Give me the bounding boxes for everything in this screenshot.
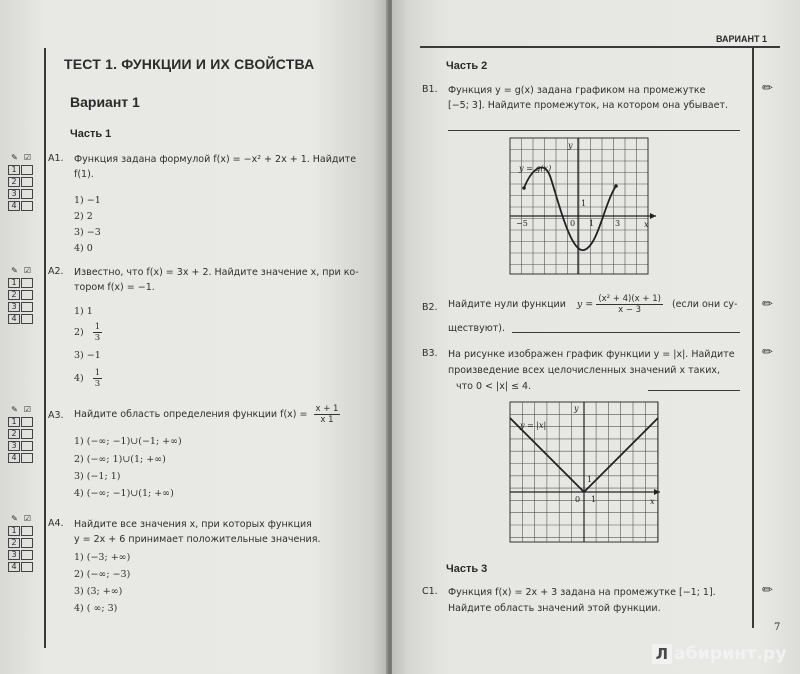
fraction-numerator: x + 1 — [315, 404, 339, 414]
question-id-a3: A3. — [48, 410, 64, 421]
answer-number: 4 — [8, 201, 20, 211]
tick-label: 1 — [589, 219, 595, 228]
answer-checkbox[interactable] — [21, 201, 33, 211]
question-text-b2-cont: ществуют). — [448, 323, 506, 334]
right-page — [392, 0, 800, 674]
watermark-logo: Л — [652, 644, 672, 664]
question-id-a2: A2. — [48, 266, 64, 277]
pencil-check-icon: ✎ — [11, 153, 18, 162]
question-text-b3-cont1: произведение всех целочисленных значений x таких, — [448, 365, 721, 376]
answer-number: 4 — [8, 562, 20, 572]
answer-checkbox[interactable] — [21, 278, 33, 288]
option-number: 2) — [74, 327, 84, 338]
left-margin-line — [44, 48, 46, 648]
answer-checkbox[interactable] — [21, 538, 33, 548]
question-id-c1: C1. — [422, 586, 438, 597]
checkbox-icon: ☑ — [23, 266, 32, 275]
answer-checkbox[interactable] — [21, 526, 33, 536]
option-number: 4) — [74, 373, 84, 384]
y-tick-label: 1 — [587, 475, 593, 484]
option-a2-1[interactable]: 1) 1 — [74, 306, 93, 317]
answer-number: 3 — [8, 302, 20, 312]
question-text-a3 — [74, 404, 379, 425]
x-axis-label: x — [650, 497, 655, 506]
question-text-b3: На рисунке изображен график функции y = |x|. Найдите — [448, 349, 735, 360]
answer-number: 2 — [8, 538, 20, 548]
fraction-denominator: x 1 — [320, 415, 334, 425]
question-text-b3-cont2: что 0 < |x| ≤ 4. — [456, 381, 532, 392]
answer-boxes-a1[interactable] — [8, 153, 36, 213]
option-a3-3[interactable]: 3) (−1; 1) — [74, 471, 121, 482]
option-a2-2[interactable] — [74, 322, 102, 343]
option-a4-2[interactable]: 2) (−∞; −3) — [74, 569, 131, 580]
answer-boxes-a2[interactable] — [8, 266, 36, 326]
tick-label: 0 — [570, 219, 576, 228]
option-a2-3[interactable]: 3) −1 — [74, 350, 101, 361]
fraction-denominator: x − 3 — [618, 305, 642, 315]
answer-checkbox[interactable] — [21, 177, 33, 187]
question-text-a4: Найдите все значения x, при которых функция — [74, 519, 312, 530]
function-lhs: y = — [576, 299, 594, 310]
question-id-b3: B3. — [422, 348, 438, 359]
answer-boxes-a4[interactable] — [8, 514, 36, 574]
answer-number: 3 — [8, 189, 20, 199]
question-text-b1-cont: [−5; 3]. Найдите промежуток, на котором она убывает. — [448, 100, 729, 111]
curve-endpoint — [614, 184, 618, 188]
pencil-check-icon: ✎ — [11, 514, 18, 523]
pencil-icon: ✏ — [762, 344, 773, 359]
answer-number: 1 — [8, 417, 20, 427]
answer-line-b2[interactable] — [512, 332, 740, 333]
answer-number: 2 — [8, 429, 20, 439]
pencil-check-icon: ✎ — [11, 266, 18, 275]
answer-checkbox[interactable] — [21, 165, 33, 175]
left-page — [0, 0, 388, 674]
option-a1-1[interactable]: 1) −1 — [74, 195, 101, 206]
x-axis-arrow — [650, 213, 656, 219]
pencil-check-icon: ✎ — [11, 405, 18, 414]
option-a3-1[interactable]: 1) (−∞; −1)∪(−1; +∞) — [74, 436, 182, 447]
question-id-a4: A4. — [48, 518, 64, 529]
option-a1-3[interactable]: 3) −3 — [74, 227, 101, 238]
y-axis-label: y — [568, 141, 573, 150]
answer-checkbox[interactable] — [21, 550, 33, 560]
question-text-a2: Известно, что f(x) = 3x + 2. Найдите значение x, при ко- — [74, 267, 359, 278]
graph-grid — [510, 138, 648, 274]
answer-checkbox[interactable] — [21, 429, 33, 439]
checkbox-icon: ☑ — [23, 514, 32, 523]
tick-label: −5 — [516, 219, 528, 228]
question-text-a1: Функция задана формулой f(x) = −x² + 2x + 1. Найдите — [74, 154, 357, 165]
answer-number: 1 — [8, 165, 20, 175]
question-text-b2-main: Найдите нули функции — [448, 299, 566, 310]
fraction-denominator: 3 — [94, 333, 101, 343]
answer-checkbox[interactable] — [21, 314, 33, 324]
graph-g-of-x — [508, 136, 658, 278]
curve-label: y = |x| — [520, 421, 547, 430]
option-a4-1[interactable]: 1) (−3; +∞) — [74, 552, 131, 563]
part-3-heading: Часть 3 — [446, 563, 488, 575]
answer-number: 1 — [8, 278, 20, 288]
x-axis-arrow — [654, 489, 660, 495]
checkbox-icon: ☑ — [23, 405, 32, 414]
checkbox-icon: ☑ — [23, 153, 32, 162]
answer-number: 3 — [8, 550, 20, 560]
question-text-a3-main: Найдите область определения функции f(x) = — [74, 409, 308, 420]
option-a3-4[interactable]: 4) (−∞; −1)∪(1; +∞) — [74, 488, 174, 499]
question-text-a2-cont: тором f(x) = −1. — [74, 282, 155, 293]
header-rule — [420, 46, 780, 48]
answer-checkbox[interactable] — [21, 302, 33, 312]
tick-label: 3 — [615, 219, 621, 228]
option-a1-2[interactable]: 2) 2 — [74, 211, 93, 222]
fraction-numerator: 1 — [94, 368, 101, 378]
question-text-b2-tail: (если они су- — [671, 299, 738, 310]
part-1-heading: Часть 1 — [70, 128, 112, 140]
variant-header: ВАРИАНТ 1 — [716, 34, 768, 44]
labirint-watermark — [652, 644, 787, 664]
answer-checkbox[interactable] — [21, 189, 33, 199]
question-text-a1-cont: f(1). — [74, 169, 94, 180]
fraction-denominator: 3 — [94, 379, 101, 389]
answer-number: 2 — [8, 177, 20, 187]
question-id-a1: A1. — [48, 153, 64, 164]
y-tick-label: 1 — [581, 199, 587, 208]
variant-heading: Вариант 1 — [70, 94, 140, 110]
answer-checkbox[interactable] — [21, 441, 33, 451]
fraction-numerator: 1 — [94, 322, 101, 332]
answer-number: 1 — [8, 526, 20, 536]
option-a2-4[interactable] — [74, 368, 102, 389]
y-axis-label: y — [574, 404, 579, 413]
pencil-icon: ✏ — [762, 80, 773, 95]
question-text-c1-cont: Найдите область значений этой функции. — [448, 603, 661, 614]
pencil-icon: ✏ — [762, 296, 773, 311]
answer-boxes-a3[interactable] — [8, 405, 36, 465]
question-text-b1: Функция y = g(x) задана графиком на промежутке — [448, 85, 706, 96]
pencil-icon: ✏ — [762, 582, 773, 597]
tick-label: 0 — [575, 495, 581, 504]
question-text-b2 — [448, 294, 748, 315]
page-number: 7 — [774, 622, 781, 633]
fraction-numerator: (x² + 4)(x + 1) — [598, 294, 661, 304]
answer-line-b1[interactable] — [448, 130, 740, 131]
curve-endpoint — [522, 186, 526, 190]
answer-line-b3[interactable] — [648, 390, 740, 391]
option-a4-3[interactable]: 3) (3; +∞) — [74, 586, 123, 597]
answer-checkbox[interactable] — [21, 562, 33, 572]
option-a4-4[interactable]: 4) ( ∞; 3) — [74, 603, 118, 614]
question-id-b2: B2. — [422, 302, 438, 313]
answer-number: 3 — [8, 441, 20, 451]
option-a1-4[interactable]: 4) 0 — [74, 243, 93, 254]
curve-label: y = g(x) — [519, 164, 552, 173]
watermark-text: абиринт.ру — [674, 644, 787, 664]
test-title: ТЕСТ 1. ФУНКЦИИ И ИХ СВОЙСТВА — [64, 56, 315, 72]
question-text-a4-cont: y = 2x + 6 принимает положительные значения. — [74, 534, 321, 545]
question-id-b1: B1. — [422, 84, 438, 95]
answer-checkbox[interactable] — [21, 290, 33, 300]
answer-number: 4 — [8, 453, 20, 463]
answer-number: 4 — [8, 314, 20, 324]
x-axis-label: x — [644, 220, 649, 229]
answer-number: 2 — [8, 290, 20, 300]
answer-checkbox[interactable] — [21, 417, 33, 427]
tick-label: 1 — [591, 495, 597, 504]
option-a3-2[interactable]: 2) (−∞; 1)∪(1; +∞) — [74, 454, 166, 465]
question-text-c1: Функция f(x) = 2x + 3 задана на промежутке [−1; 1]. — [448, 587, 716, 598]
graph-abs-x — [508, 400, 662, 546]
right-margin-line — [752, 48, 754, 628]
answer-checkbox[interactable] — [21, 453, 33, 463]
part-2-heading: Часть 2 — [446, 60, 488, 72]
